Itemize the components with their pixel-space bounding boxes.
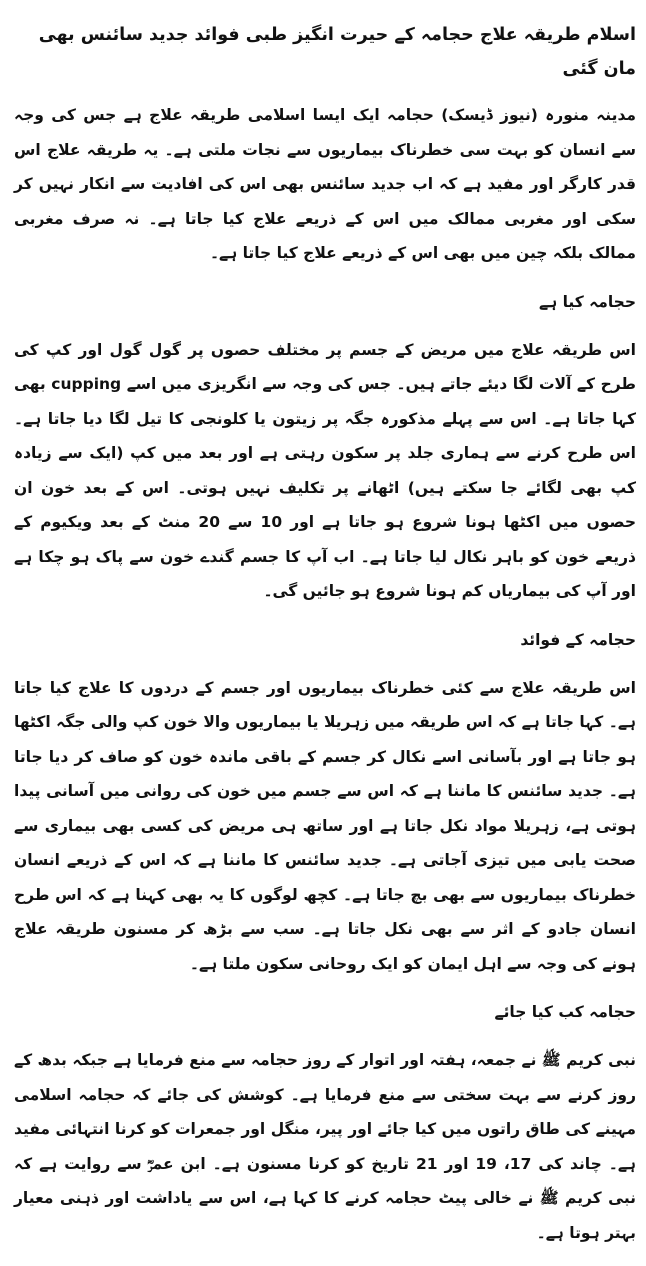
cupping-term: cupping [51,375,122,393]
what-is-hijama-text-b: بھی کہا جاتا ہے۔ اس سے پہلے مذکورہ جگہ پر زیتون یا کلونجی کا تیل لگا دیا جاتا ہے۔ اس طرح کرنے سے ہماری جلد پر سکون رہتی ہے اور بعد میں کپ (ایک سے زیادہ کپ بھی لگائے جا سکتے ہیں) اٹھانے پر تکلیف نہیں ہوتی۔ اس کے بعد خون ان حصوں میں اکٹھا ہونا شروع ہو جاتا ہے اور 10 سے 20 منٹ کے بعد ویکیوم کے ذریعے خون کو باہر نکال لیا جاتا ہے۔ اب آپ کا جسم گندے خون سے پاک ہو چکا ہے اور آپ کی بیماریاں کم ہونا شروع ہو جائیں گی۔ [14,375,636,600]
section-heading-what-is-hijama: حجامہ کیا ہے [539,292,636,311]
when-paragraph: نبی کریم ﷺ نے جمعہ، ہفتہ اور اتوار کے روز حجامہ سے منع فرمایا ہے جبکہ بدھ کے روز کرنے سے بہت سختی سے منع فرمایا ہے۔ کوشش کی جائے کہ حجامہ اسلامی مہینے کی طاق راتوں میں کیا جائے اور پیر، منگل اور جمعرات کو کرنا انتہائی مفید ہے۔ چاند کی 17، 19 اور 21 تاریخ کو کرنا مسنون ہے۔ ابن عمرؓ سے روایت ہے کہ نبی کریم ﷺ نے خالی پیٹ حجامہ کرنے کا کہا ہے، اس سے یاداشت اور ذہنی معیار بہتر ہوتا ہے۔ [14,1051,637,1242]
benefits-paragraph: اس طریقہ علاج سے کئی خطرناک بیماریوں اور جسم کے دردوں کا علاج کیا جاتا ہے۔ کہا جاتا ہے کہ اس طریقہ میں زہریلا یا بیماریوں والا خون کپ والی جگہ اکٹھا ہو جاتا ہے اور بآسانی اسے نکال کر جسم کے باقی ماندہ خون کو صاف کر دیا جاتا ہے۔ جدید سائنس کا ماننا ہے کہ اس سے جسم میں خون کی روانی میں آسانی پیدا ہوتی ہے، زہریلا مواد نکل جاتا ہے اور ساتھ ہی مریض کی کسی بھی بیماری سے صحت یابی میں تیزی آجاتی ہے۔ جدید سائنس کا ماننا ہے کہ اس کے ذریعے انسان خطرناک بیماریوں سے بھی بچ جاتا ہے۔ کچھ لوگوں کا یہ بھی کہنا ہے کہ اس طرح انسان جادو کے اثر سے بھی نکل جاتا ہے۔ سب سے بڑھ کر مسنون طریقہ علاج ہونے کی وجہ سے اہل ایمان کو ایک روحانی سکون ملتا ہے۔ [14,678,636,973]
section-heading-benefits: حجامہ کے فوائد [520,630,636,649]
article [14,18,636,1266]
what-is-hijama-paragraph [14,333,636,609]
what-is-hijama-text-a: اس طریقہ علاج میں مریض کے جسم پر مختلف حصوں پر گول گول اور کپ کی طرح کے آلات لگا دیئے جاتے ہیں۔ جس کی وجہ سے انگریزی میں اسے [14,340,636,393]
article-title: اسلام طریقہ علاج حجامہ کے حیرت انگیز طبی فوائد جدید سائنس بھی مان گئی [38,25,636,79]
section-heading-when: حجامہ کب کیا جائے [494,1003,636,1021]
intro-paragraph: مدینہ منورہ (نیوز ڈیسک) حجامہ ایک ایسا اسلامی طریقہ علاج ہے جس کی وجہ سے انسان کو بہت سی خطرناک بیماریوں سے نجات ملتی ہے۔ یہ طریقہ علاج اس قدر کارگر اور مفید ہے کہ اب جدید سائنس بھی اس کی افادیت سے انکار نہیں کر سکی اور مغربی ممالک میں اس کے ذریعے علاج کیا جاتا ہے۔ نہ صرف مغربی ممالک بلکہ چین میں بھی اس کے ذریعے علاج کیا جاتا ہے۔ [14,106,636,262]
